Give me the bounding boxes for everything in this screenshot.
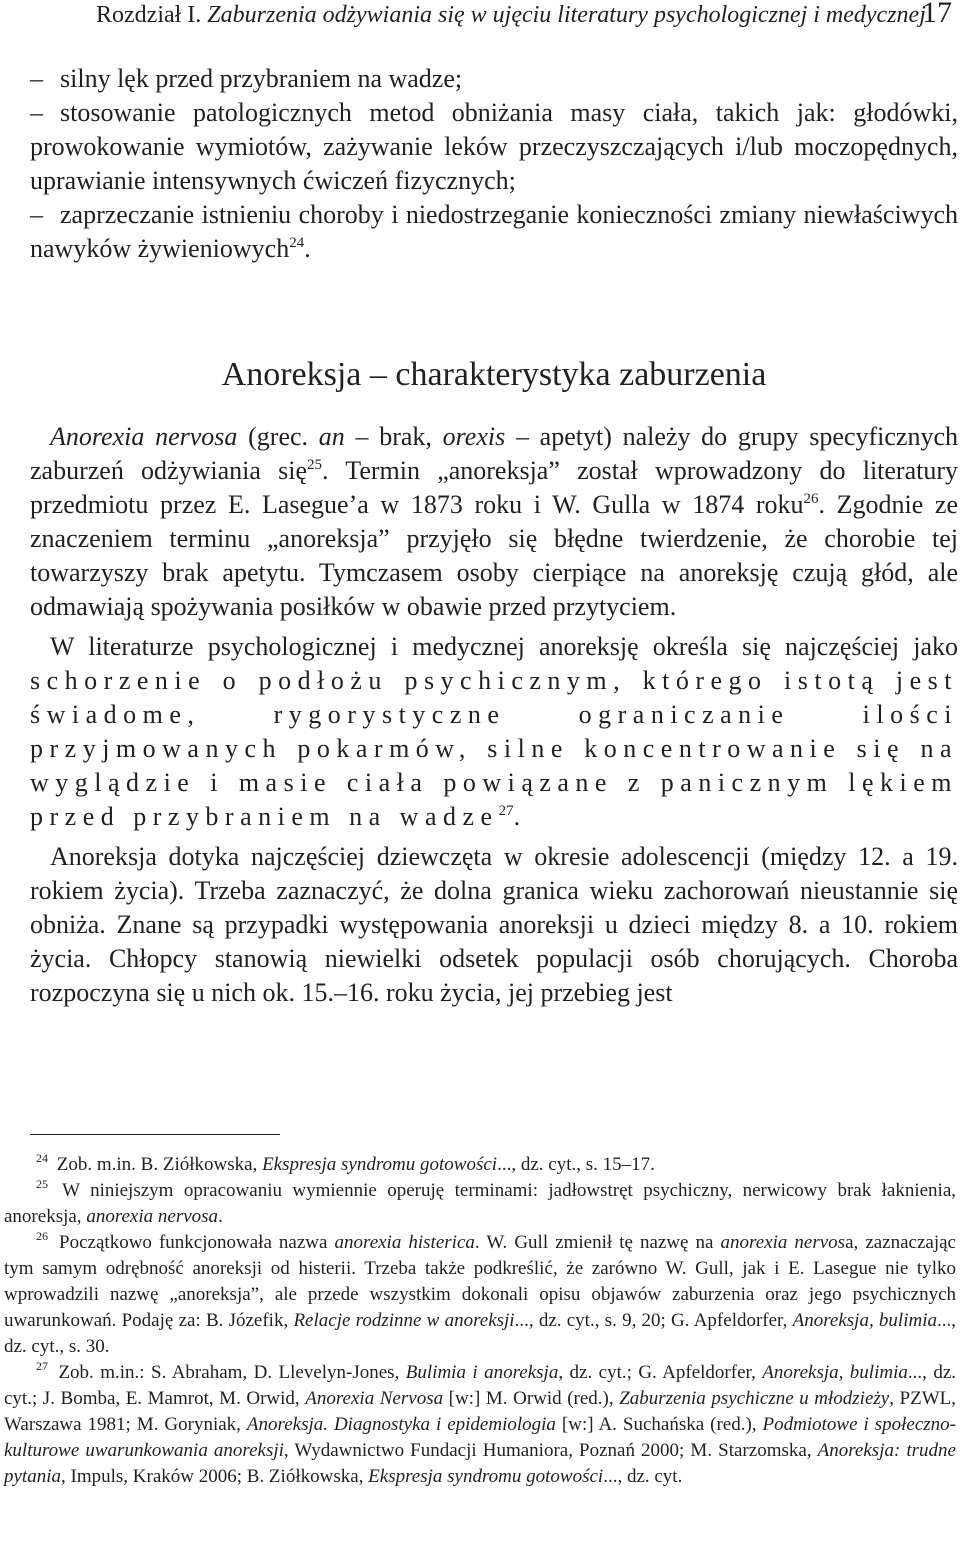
dash-marker: – bbox=[30, 64, 43, 93]
symptom-list bbox=[30, 62, 958, 266]
fn-text: ..., dz. cyt., s. 30. bbox=[4, 1310, 956, 1357]
footnote-separator bbox=[30, 1134, 280, 1135]
para-text: . Zgodnie ze znaczeniem terminu „anoreksja” przyjęło się błędne twierdzenie, że chorobie tej towarzyszy brak apetytu. Tymczasem osoby cierpiące na anoreksję czują głód, ale odmawiają spożywania posiłków w obawie przed przytyciem. bbox=[30, 490, 958, 621]
page-number: 17 bbox=[922, 0, 952, 29]
fn-text: , PZWL, Warszawa 1981; M. Goryniak, bbox=[4, 1388, 956, 1435]
fn-text: . bbox=[218, 1206, 223, 1227]
fn-text: , Impuls, Kraków 2006; B. Ziółkowska, bbox=[61, 1466, 369, 1487]
para-text: Anorexia nervosa bbox=[50, 422, 238, 451]
fn-text: Podmiotowe i społeczno-kulturowe uwarunkowania anoreksji bbox=[4, 1414, 956, 1461]
fn-text: Zob. m.in. B. Ziółkowska, bbox=[52, 1154, 263, 1175]
fn-text: a, zaznaczając tym samym odrębność anoreksji od histerii. Trzeba także podkreślić, że zarówno W. Gull, jak i E. Lasegue nie tylko wprowadzili nazwę „anoreksja”, ale przede wszystkim dokonali opisu objawów zaburzenia oraz jego psychicznych uwarunkowań. Podaję za: B. Józefik, bbox=[4, 1232, 956, 1331]
list-item-text: zaprzeczanie istnieniu choroby i niedostrzeganie konieczności zmiany niewłaściwych nawyków żywieniowych bbox=[30, 200, 958, 263]
fn-text: anorexia nervos bbox=[720, 1232, 846, 1253]
fn-text: . W. Gull zmienił tę nazwę na bbox=[474, 1232, 721, 1253]
footnote-number: 24 bbox=[36, 1151, 48, 1165]
footnote-25 bbox=[4, 1178, 956, 1230]
para-text: W literaturze psychologicznej i medycznej anoreksję określa się najczęściej jako bbox=[50, 632, 958, 661]
para-text: . Termin „anoreksja” został wprowadzony do literatury przedmiotu przez E. Lasegue’a w 1873 roku i W. Gulla w 1874 roku bbox=[30, 456, 959, 519]
fn-text: Anoreksja, bulimia bbox=[792, 1310, 937, 1331]
fn-text: [w:] M. Orwid (red.), bbox=[443, 1388, 620, 1409]
fn-text: Anoreksja: trudne pytania bbox=[4, 1440, 956, 1487]
footnote-ref: 26 bbox=[803, 491, 819, 507]
chapter-label: Rozdział I. bbox=[96, 2, 202, 28]
footnote-number: 26 bbox=[36, 1229, 48, 1243]
fn-text: Ekspresja syndromu gotowości bbox=[262, 1154, 498, 1175]
fn-text: ..., dz. cyt., s. 9, 20; G. Apfeldorfer, bbox=[514, 1310, 793, 1331]
footnote-24 bbox=[4, 1152, 956, 1178]
fn-text: Anoreksja. Diagnostyka i epidemiologia bbox=[246, 1414, 556, 1435]
footnote-ref: 25 bbox=[307, 457, 322, 473]
list-item bbox=[30, 96, 958, 198]
fn-text: ..., dz. cyt.; J. Bomba, E. Mamrot, M. Orwid, bbox=[4, 1362, 956, 1409]
fn-text: Ekspresja syndromu gotowości bbox=[368, 1466, 604, 1487]
footnote-27 bbox=[4, 1360, 956, 1490]
paragraph: Anoreksja dotyka najczęściej dziewczęta w okresie adolescencji (między 12. a 19. rokiem życia). Trzeba zaznaczyć, że dolna granica wieku zachorowań nieustannie się obniża. Znane są przypadki występowania anoreksji u dzieci między 8. a 10. rokiem życia. Chłopcy stanowią niewielki odsetek populacji osób chorujących. Choroba rozpoczyna się u nich ok. 15.–16. roku życia, jej przebieg jest bbox=[30, 842, 958, 1007]
list-item: – zaprzeczanie istnieniu choroby i niedostrzeganie konieczności zmiany niewłaściwych nawyków żywieniowych$^{24}$. bbox=[30, 200, 958, 263]
para-text: (grec. bbox=[237, 422, 319, 451]
fn-text: Zob. m.in.: S. Abraham, D. Llevelyn-Jones, bbox=[52, 1362, 406, 1383]
fn-text: , dz. cyt.; G. Apfeldorfer, bbox=[558, 1362, 763, 1383]
list-item bbox=[30, 62, 958, 96]
dash-marker: – bbox=[30, 98, 43, 127]
fn-text: anorexia histerica bbox=[334, 1232, 475, 1253]
running-header bbox=[96, 0, 954, 34]
fn-text: Relacje rodzinne w anoreksji bbox=[293, 1310, 515, 1331]
footnote-ref: 24 bbox=[289, 235, 305, 251]
fn-text: [w:] A. Suchańska (red.), bbox=[555, 1414, 763, 1435]
fn-text: Bulimia i anoreksja bbox=[405, 1362, 559, 1383]
para-text: – apetyt) należy do grupy specyficznych zaburzeń odżywiania się bbox=[30, 422, 958, 485]
fn-text: ..., dz. cyt., s. 15–17. bbox=[497, 1154, 655, 1175]
emphasized-definition: schorzenie o podłożu psychicznym, którego istotą jest świadome, rygorystyczne ograniczanie ilości przyjmowanych pokarmów, silne koncentrowanie się na wyglądzie i masie ciała powiązane z panicznym lękiem przed przybraniem na wadze bbox=[30, 666, 958, 831]
fn-text: Początkowo funkcjonowała nazwa bbox=[52, 1232, 335, 1253]
para-text: . bbox=[513, 802, 521, 831]
fn-text: Zaburzenia psychiczne u młodzieży bbox=[619, 1388, 890, 1409]
fn-text: , Wydawnictwo Fundacji Humaniora, Poznań 2000; M. Starzomska, bbox=[283, 1440, 818, 1461]
paragraph bbox=[30, 630, 958, 834]
para-text: orexis bbox=[442, 422, 506, 451]
fn-text: anorexia nervosa bbox=[86, 1206, 219, 1227]
footnote-ref: 27 bbox=[498, 803, 514, 819]
footnote-number: 25 bbox=[36, 1177, 48, 1191]
chapter-title: Zaburzenia odżywiania się w ujęciu literatury psychologicznej i medycznej bbox=[207, 2, 926, 28]
list-item-text: stosowanie patologicznych metod obniżania masy ciała, takich jak: głodówki, prowokowanie wymiotów, zażywanie leków przeczyszczających i/lub moczopędnych, uprawianie intensywnych ćwiczeń fizycznych; bbox=[30, 98, 958, 195]
dash-marker: – bbox=[30, 200, 43, 229]
footnote-number: 27 bbox=[36, 1359, 48, 1373]
para-text: – brak, bbox=[344, 422, 443, 451]
fn-text: Anorexia Nervosa bbox=[305, 1388, 444, 1409]
para-text: an bbox=[318, 422, 345, 451]
section-heading: Anoreksja – charakterystyka zaburzenia bbox=[221, 356, 767, 393]
footnotes bbox=[4, 1152, 956, 1490]
fn-text: ..., dz. cyt. bbox=[603, 1466, 683, 1487]
fn-text: W niniejszym opracowaniu wymiennie operuję terminami: jadłowstręt psychiczny, nerwicowy brak łaknienia, anoreksja, bbox=[4, 1180, 956, 1227]
fn-text: Anoreksja, bulimia bbox=[762, 1362, 908, 1383]
paragraph bbox=[30, 420, 958, 624]
list-item-text: silny lęk przed przybraniem na wadze; bbox=[60, 64, 463, 93]
footnote-26 bbox=[4, 1230, 956, 1360]
